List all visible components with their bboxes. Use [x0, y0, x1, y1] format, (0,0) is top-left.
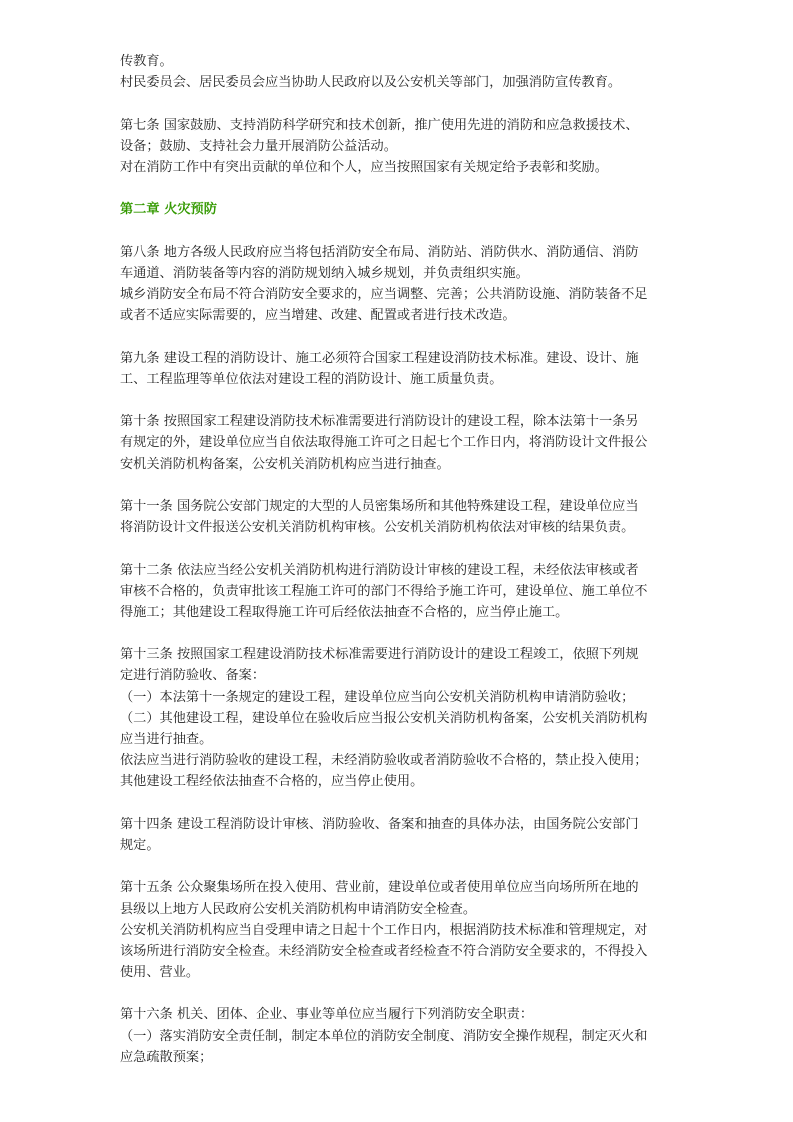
text-line: 将消防设计文件报送公安机关消防机构审核。公安机关消防机构依法对审核的结果负责。 [120, 520, 635, 536]
chapter-heading [120, 199, 690, 220]
text-line: 或者不适应实际需要的，应当增建、改建、配置或者进行技术改造。 [120, 308, 516, 324]
text-line: 第九条 建设工程的消防设计、施工必须符合国家工程建设消防技术标准。建设、设计、施 [120, 350, 639, 366]
article-paragraph [120, 644, 690, 792]
text-line: 公安机关消防机构应当自受理申请之日起十个工作日内，根据消防技术标准和管理规定，对 [120, 922, 648, 938]
text-line: 第十条 按照国家工程建设消防技术标准需要进行消防设计的建设工程，除本法第十一条另 [120, 414, 639, 430]
article-paragraph [120, 242, 690, 327]
article-paragraph [120, 51, 690, 93]
text-line: 第十二条 依法应当经公安机关消防机构进行消防设计审核的建设工程，未经依法审核或者 [120, 562, 639, 578]
text-line: 第二章 火灾预防 [120, 202, 217, 218]
text-line: 对在消防工作中有突出贡献的单位和个人，应当按照国家有关规定给予表彰和奖励。 [120, 159, 608, 175]
article-paragraph [120, 411, 690, 475]
text-line: 该场所进行消防安全检查。未经消防安全检查或者经检查不符合消防安全要求的，不得投入 [120, 943, 648, 959]
text-line: 有规定的外，建设单位应当自依法取得施工许可之日起七个工作日内，将消防设计文件报公 [120, 435, 648, 451]
text-line: 安机关消防机构备案，公安机关消防机构应当进行抽查。 [120, 456, 450, 472]
text-line: 车通道、消防装备等内容的消防规划纳入城乡规划，并负责组织实施。 [120, 265, 529, 281]
text-line: 依法应当进行消防验收的建设工程，未经消防验收或者消防验收不合格的，禁止投入使用； [120, 753, 648, 769]
text-line: 第八条 地方各级人民政府应当将包括消防安全布局、消防站、消防供水、消防通信、消防 [120, 244, 639, 260]
text-line: 城乡消防安全布局不符合消防安全要求的，应当调整、完善；公共消防设施、消防装备不足 [120, 287, 648, 303]
text-line: （一）本法第十一条规定的建设工程，建设单位应当向公安机关消防机构申请消防验收； [120, 689, 635, 705]
text-line: （一）落实消防安全责任制，制定本单位的消防安全制度、消防安全操作规程，制定灭火和 [120, 1028, 648, 1044]
text-line: 第七条 国家鼓励、支持消防科学研究和技术创新，推广使用先进的消防和应急救援技术、 [120, 117, 639, 133]
text-line: 定进行消防验收、备案： [120, 668, 266, 684]
text-line: 得施工；其他建设工程取得施工许可后经依法抽查不合格的，应当停止施工。 [120, 604, 569, 620]
text-line: 审核不合格的，负责审批该工程施工许可的部门不得给予施工许可，建设单位、施工单位不 [120, 583, 648, 599]
text-line: 应急疏散预案； [120, 1049, 213, 1065]
text-line: 第十一条 国务院公安部门规定的大型的人员密集场所和其他特殊建设工程，建设单位应当 [120, 498, 639, 514]
text-line: 县级以上地方人民政府公安机关消防机构申请消防安全检查。 [120, 901, 477, 917]
article-paragraph [120, 560, 690, 624]
text-line: 传教育。 [120, 54, 173, 69]
text-line: 工、工程监理等单位依法对建设工程的消防设计、施工质量负责。 [120, 371, 503, 387]
article-paragraph [120, 814, 690, 856]
text-line: 第十三条 按照国家工程建设消防技术标准需要进行消防设计的建设工程竣工，依照下列规 [120, 647, 639, 663]
text-line: 规定。 [120, 837, 160, 853]
text-line: 第十六条 机关、团体、企业、事业等单位应当履行下列消防安全职责： [120, 1007, 534, 1023]
article-paragraph [120, 115, 690, 179]
article-paragraph [120, 1004, 690, 1068]
text-line: 第十五条 公众聚集场所在投入使用、营业前，建设单位或者使用单位应当向场所所在地的 [120, 880, 639, 896]
article-paragraph [120, 877, 690, 983]
document-page [120, 51, 690, 1089]
article-paragraph [120, 348, 690, 390]
text-line: 应当进行抽查。 [120, 732, 213, 747]
text-line: 第十四条 建设工程消防设计审核、消防验收、备案和抽查的具体办法，由国务院公安部门 [120, 816, 639, 832]
text-line: 设备；鼓励、支持社会力量开展消防公益活动。 [120, 138, 397, 154]
text-line: （二）其他建设工程，建设单位在验收后应当报公安机关消防机构备案，公安机关消防机构 [120, 710, 648, 726]
article-paragraph [120, 496, 690, 538]
text-line: 使用、营业。 [120, 965, 200, 981]
text-line: 其他建设工程经依法抽查不合格的，应当停止使用。 [120, 774, 424, 790]
text-line: 村民委员会、居民委员会应当协助人民政府以及公安机关等部门，加强消防宣传教育。 [120, 75, 622, 91]
